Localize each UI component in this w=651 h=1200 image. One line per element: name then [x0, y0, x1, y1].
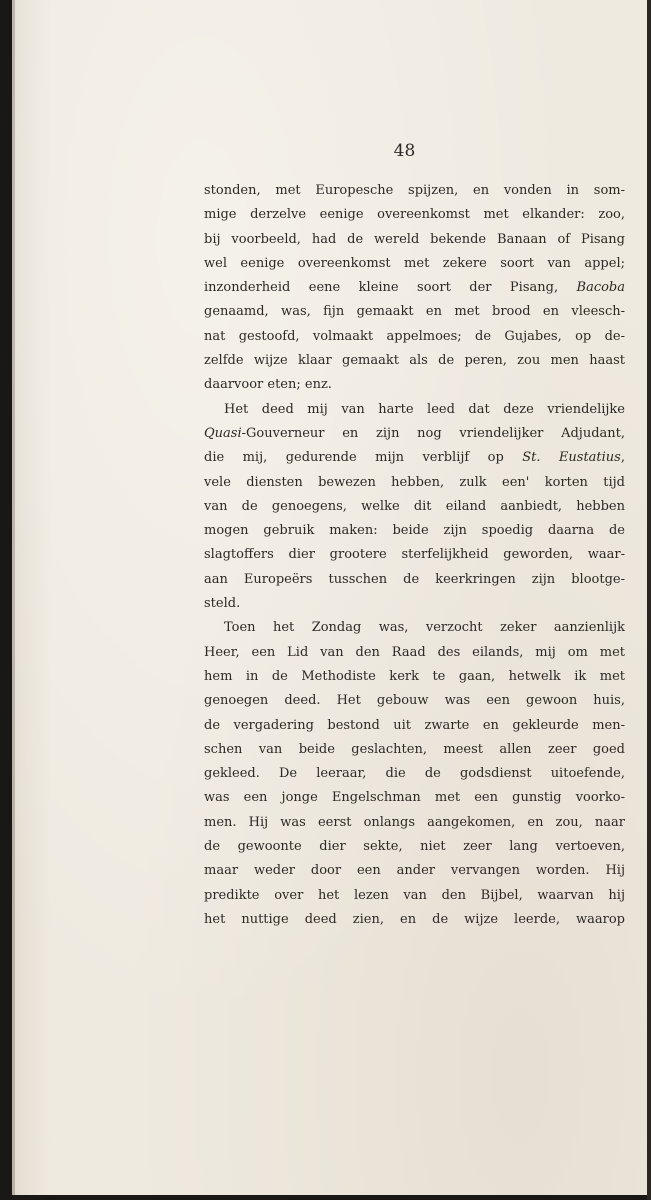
text-run: stonden, met Europesche spijzen, en vonden in som-	[204, 183, 625, 198]
text-run: Toen het Zondag was, verzocht zeker aanzienlijk	[224, 620, 625, 636]
text-run: -Gouverneur en zijn nog vriendelijker Adjudant,	[241, 425, 625, 441]
text-line	[204, 422, 625, 446]
text-run: gekleed. De leeraar, die de godsdienst uitoefende,	[204, 766, 625, 782]
text-line	[204, 252, 625, 276]
text-line	[204, 276, 625, 300]
text-run: die mij, gedurende mijn verblijf op	[204, 450, 523, 466]
text-line	[204, 616, 625, 640]
text-line	[204, 568, 625, 592]
text-run: daarvoor eten; enz.	[204, 377, 332, 393]
text-line	[204, 592, 625, 616]
text-run: aan Europeërs tusschen de keerkringen zijn blootge-	[204, 571, 625, 587]
page-text	[204, 179, 625, 932]
text-run: maar weder door een ander vervangen worden. Hij	[204, 863, 625, 879]
text-run: ,	[620, 450, 625, 466]
italic-text-run: St. Eustatius	[522, 450, 621, 466]
text-run: van de genoegens, welke dit eiland aanbiedt, hebben	[204, 498, 625, 514]
text-line	[204, 471, 625, 495]
text-run: predikte over het lezen van den Bijbel, waarvan hij	[204, 887, 625, 903]
text-line	[204, 665, 625, 689]
text-run: schen van beide geslachten, meest allen zeer goed	[204, 741, 625, 757]
italic-text-run: Quasi	[204, 425, 242, 441]
text-run: het nuttige deed zien, en de wijze leerde, waarop	[204, 911, 625, 927]
text-run: mige derzelve eenige overeenkomst met elkander: zoo,	[204, 207, 625, 223]
text-run: bij voorbeeld, had de wereld bekende Banaan of Pisang	[204, 231, 625, 247]
text-run: inzonderheid eene kleine soort der Pisang,	[204, 280, 577, 296]
text-line	[204, 179, 625, 203]
text-run: genoegen deed. Het gebouw was een gewoon huis,	[204, 693, 625, 709]
text-line	[204, 495, 625, 519]
text-line	[204, 859, 625, 883]
text-run: de gewoonte dier sekte, niet zeer lang vertoeven,	[204, 839, 625, 855]
text-run: Heer, een Lid van den Raad des eilands, mij om met	[204, 644, 625, 660]
text-line	[204, 811, 625, 835]
text-run: nat gestoofd, volmaakt appelmoes; de Gujabes, op de-	[204, 328, 625, 344]
text-run: slagtoffers dier grootere sterfelijkheid geworden, waar-	[204, 547, 625, 563]
text-line	[204, 203, 625, 227]
text-line	[204, 398, 625, 422]
page-number: 48	[393, 141, 416, 161]
text-run: men. Hij was eerst onlangs aangekomen, en zou, naar	[204, 814, 625, 830]
text-line	[204, 228, 625, 252]
text-line	[204, 446, 625, 470]
text-line	[204, 689, 625, 713]
page-edge-shadow	[647, 0, 651, 1200]
text-run: hem in de Methodiste kerk te gaan, hetwelk ik met	[204, 668, 625, 684]
text-run: was een jonge Engelschman met een gunstig voorko-	[204, 790, 625, 806]
text-line	[204, 543, 625, 567]
text-line	[204, 908, 625, 932]
text-run: genaamd, was, fijn gemaakt en met brood en vleesch-	[204, 304, 625, 320]
text-run: wel eenige overeenkomst met zekere soort van appel;	[204, 255, 625, 271]
text-run: vele diensten bewezen hebben, zulk een' korten tijd	[204, 474, 625, 490]
text-line	[204, 349, 625, 373]
text-line	[204, 738, 625, 762]
book-page	[12, 0, 648, 1195]
text-line	[204, 884, 625, 908]
text-line	[204, 300, 625, 324]
text-line	[204, 786, 625, 810]
italic-text-run: Bacoba	[576, 280, 625, 296]
text-line	[204, 325, 625, 349]
text-line	[204, 373, 625, 397]
text-run: steld.	[204, 596, 241, 612]
text-run: de vergadering bestond uit zwarte en gekleurde men-	[204, 717, 625, 733]
text-line	[204, 519, 625, 543]
text-line	[204, 835, 625, 859]
text-run: mogen gebruik maken: beide zijn spoedig daarna de	[204, 523, 625, 539]
text-line	[204, 641, 625, 665]
text-line	[204, 762, 625, 786]
text-run: Het deed mij van harte leed dat deze vriendelijke	[224, 401, 625, 417]
text-line	[204, 714, 625, 738]
text-run: zelfde wijze klaar gemaakt als de peren, zou men haast	[204, 353, 625, 369]
